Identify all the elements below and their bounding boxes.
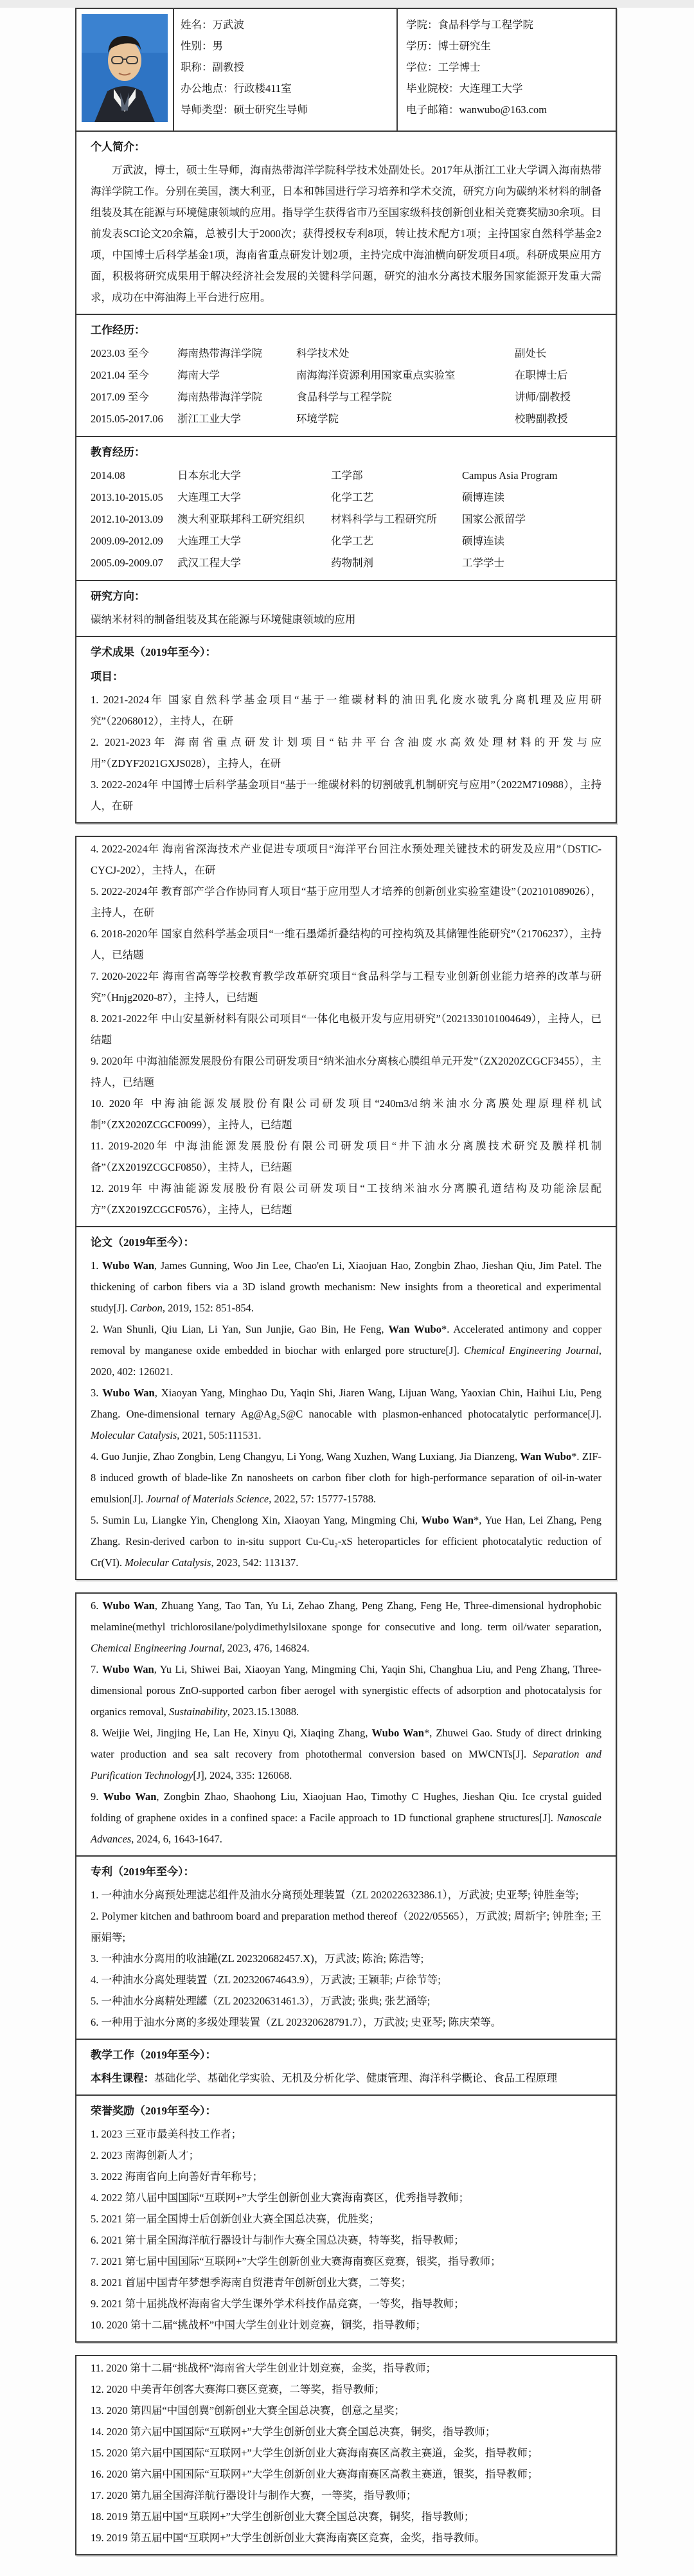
courses-label: 本科生课程： — [91, 2072, 154, 2084]
paper-item: 5. Sumin Lu, Liangke Yin, Chenglong Xin, Xiaoyan Yang, Mingming Chi, Wubo Wan*, Yue Han, Lei Zhang, Peng Zhang. Resin-derived carbon to in-situ support Cu-Cu₂-xS heteroparticles for efficient photocatalytic reduction of Cr(VI). Molecular Catalysis, 2023, 542: 113137. — [91, 1514, 601, 1569]
award-item: 10. 2020 第十二届“挑战杯”中国大学生创业计划竞赛，铜奖，指导教师； — [91, 2319, 427, 2331]
edu-org: 澳大利亚联邦科工研究组织 — [177, 513, 305, 525]
work-period: 2023.03 至今 — [91, 347, 149, 359]
profile-fields-left — [174, 9, 398, 131]
section-papers — [76, 1226, 616, 1579]
edu-dept: 工学部 — [331, 469, 363, 482]
work-period: 2017.09 至今 — [91, 391, 149, 403]
work-dept: 南海海洋资源利用国家重点实验室 — [296, 369, 456, 381]
work-row — [91, 386, 601, 408]
document-page-1 — [75, 8, 617, 824]
field-gender-value: 男 — [212, 40, 223, 52]
section-patents — [76, 1855, 616, 2039]
edu-dept: 药物制剂 — [331, 557, 373, 569]
field-title-value: 副教授 — [212, 61, 244, 73]
edu-type: 硕博连读 — [462, 535, 504, 547]
projects-heading: 项目： — [91, 671, 123, 683]
award-item: 1. 2023 三亚市最美科技工作者； — [91, 2128, 242, 2140]
work-row — [91, 343, 601, 365]
document-page-2 — [75, 836, 617, 1580]
project-item: 8. 2021-2022年 中山安星新材料有限公司项目“一体化电极开发与应用研究”（2021330101004649），主持人，已结题 — [91, 1013, 601, 1046]
section-projects-continued — [76, 837, 616, 1226]
profile-photo — [82, 14, 168, 125]
paper-item: 2. Wan Shunli, Qiu Lian, Li Yan, Sun Junjie, Gao Bin, He Feng, Wan Wubo*. Accelerated antimony and copper removal by manganese oxide embedded in biochar with enlarged pore structure[J]. Chemical Engineering Journal, 2020, 402: 126021. — [91, 1323, 602, 1378]
courses-list: 基础化学、基础化学实验、无机及分析化学、健康管理、海洋科学概论、食品工程原理 — [154, 2072, 557, 2084]
paper-item: 3. Wubo Wan, Xiaoyan Yang, Minghao Du, Yaqin Shi, Jiaren Wang, Lijuan Wang, Yaoxian Chin, Haihui Liu, Peng Zhang. One-dimensional ternary Ag@Ag₂S@C nanocable with plasmon-enhanced photocatalytic performance[J]. Molecular Catalysis, 2021, 505:111531. — [91, 1387, 601, 1441]
field-gender-label: 性别： — [181, 40, 213, 52]
section-achievements — [76, 636, 616, 822]
edu-type: 国家公派留学 — [462, 513, 526, 525]
work-title: 讲师/副教授 — [515, 391, 571, 403]
field-gender — [181, 35, 396, 57]
award-item: 5. 2021 第一届全国博士后创新创业大赛全国总决赛，优胜奖； — [91, 2213, 380, 2225]
papers-heading: 论文（2019年至今）： — [91, 1236, 195, 1248]
project-item: 2. 2021-2023年 海南省重点研发计划项目“钻井平台含油废水高效处理材料的开发与应用”（ZDYF2021GXJS028），主持人，在研 — [91, 736, 601, 770]
field-college-label: 学院： — [406, 19, 438, 31]
project-item: 1. 2021-2024年 国家自然科学基金项目“基于一维碳材料的油田乳化废水破乳分离机理及应用研究”（22068012），主持人，在研 — [91, 694, 601, 727]
project-item: 10. 2020年 中海油能源发展股份有限公司研发项目“240m3/d纳米油水分离膜处理原理样机试制”（ZX2020ZCGCF0099），主持人，已结题 — [91, 1097, 601, 1131]
edu-org: 武汉工程大学 — [177, 557, 241, 569]
edu-org: 大连理工大学 — [177, 535, 241, 547]
profile-fields-right — [398, 9, 616, 131]
field-alma-mater-label: 毕业院校： — [406, 82, 459, 95]
teaching-heading: 教学工作（2019年至今）： — [91, 2049, 217, 2061]
field-degree — [406, 57, 616, 78]
award-item: 17. 2020 第九届全国海洋航行器设计与制作大赛，一等奖，指导教师； — [91, 2489, 417, 2501]
field-name-label: 姓名： — [181, 19, 213, 31]
field-title-label: 职称： — [181, 61, 213, 73]
section-papers-continued — [76, 1594, 616, 1855]
edu-period: 2012.10-2013.09 — [91, 513, 163, 525]
patent-item: 4. 一种油水分离处理装置（ZL 202320674643.9），万武波; 王颖菲; 卢徐节等; — [91, 1974, 441, 1986]
edu-period: 2013.10-2015.05 — [91, 491, 163, 503]
award-item: 3. 2022 海南省向上向善好青年称号； — [91, 2170, 263, 2183]
field-office-label: 办公地点： — [181, 82, 234, 95]
project-item: 4. 2022-2024年 海南省深海技术产业促进专项项目“海洋平台回注水预处理关键技术的研发及应用”（DSTIC-CYCJ-202），主持人，在研 — [91, 843, 601, 876]
edu-dept: 化学工艺 — [331, 535, 373, 547]
work-period: 2015.05-2017.06 — [91, 413, 163, 425]
work-title: 副处长 — [515, 347, 547, 359]
award-item: 2. 2023 南海创新人才； — [91, 2149, 200, 2161]
intro-heading: 个人简介： — [91, 141, 145, 153]
award-item: 11. 2020 第十二届“挑战杯”海南省大学生创业计划竞赛，金奖，指导教师； — [91, 2362, 436, 2374]
field-name-value: 万武波 — [212, 19, 244, 31]
paper-item: 4. Guo Junjie, Zhao Zongbin, Leng Changyu, Li Yong, Wang Xuzhen, Wang Luxiang, Jia Dianzeng, Wan Wubo*. ZIF-8 induced growth of blade-like Zn nanosheets on carbon fiber cloth for high-performance separation of oil-in-water emulsion[J]. Journal of Materials Science, 2022, 57: 15777-15788. — [91, 1450, 601, 1505]
field-office — [181, 78, 396, 99]
award-item: 7. 2021 第七届中国国际“互联网+”大学生创新创业大赛海南赛区竞赛，银奖，指导教师； — [91, 2255, 501, 2267]
field-degree-value: 工学博士 — [438, 61, 481, 73]
profile-photo-cell — [76, 9, 174, 131]
work-dept: 食品科学与工程学院 — [296, 391, 392, 403]
field-supervisor-type — [181, 99, 396, 120]
field-degree-label: 学位： — [406, 61, 438, 73]
award-item: 16. 2020 第六届中国国际“互联网+”大学生创新创业大赛海南赛区高教主赛道，银奖，指导教师； — [91, 2468, 538, 2480]
award-item: 19. 2019 第五届中国“互联网+”大学生创新创业大赛海南赛区竞赛，金奖，指导教师。 — [91, 2532, 485, 2544]
work-org: 海南大学 — [177, 369, 220, 381]
edu-period: 2009.09-2012.09 — [91, 535, 163, 547]
edu-period: 2014.08 — [91, 469, 125, 482]
patent-item: 2. Polymer kitchen and bathroom board and preparation method thereof（2022/05565），万武波; 周新宇; 钟胜奎; 王丽娟等; — [91, 1910, 601, 1943]
intro-paragraph: 万武波，博士，硕士生导师，海南热带海洋学院科学技术处副处长。2017年从浙江工业大学调入海南热带海洋学院工作。分别在美国，澳大利亚，日本和韩国进行学习培养和学术交流，研究方向为碳纳米材料的制备组装及其在能源与环境健康领域的应用。指导学生获得省市乃至国家级科技创新创业相关竞赛奖励30余项。目前发表SCI论文20余篇，总被引大于2000次；获得授权专利8项，转让技术配方1项；主持国家自然科学基金2项，中国博士后科学基金1项，海南省重点研发计划2项，主持完成中海油横向研发项目4项。科研成果应用方面，积极将研究成果用于解决经济社会发展的关键科学问题，研究的油水分离技术服务国家能源开发重大需求，成功在中海油海上平台进行应用。 — [91, 164, 601, 303]
education-row — [91, 552, 601, 574]
section-awards-continued — [76, 2356, 616, 2554]
paper-item: 7. Wubo Wan, Yu Li, Shiwei Bai, Xiaoyan Yang, Mingming Chi, Yaqin Shi, Changhua Liu, and Peng Zhang, Three-dimensional porous ZnO-supported carbon fiber aerogel with synergistic effects of adsorption and photocatalysis for organics removal, Sustainability, 2023.15.13088. — [91, 1663, 601, 1718]
paper-item: 1. Wubo Wan, James Gunning, Woo Jin Lee, Chao'en Li, Xiaojuan Hao, Zongbin Zhao, Jieshan Qiu, Jim Patel. The thickening of carbon fibers via a 3D island growth mechanism: New insights from a theoretical and experimental study[J]. Carbon, 2019, 152: 851-854. — [91, 1259, 602, 1314]
education-row — [91, 487, 601, 509]
field-supervisor-type-value: 硕士研究生导师 — [233, 104, 308, 116]
field-education-value: 博士研究生 — [438, 40, 491, 52]
award-item: 6. 2021 第十届全国海洋航行器设计与制作大赛全国总决赛，特等奖，指导教师； — [91, 2234, 465, 2246]
work-row — [91, 365, 601, 386]
patent-item: 1. 一种油水分离预处理滤芯组件及油水分离预处理装置（ZL 202022632386.1），万武波; 史亚琴; 钟胜奎等; — [91, 1889, 579, 1901]
education-row — [91, 465, 601, 487]
section-research-direction — [76, 580, 616, 636]
edu-dept: 材料科学与工程研究所 — [331, 513, 437, 525]
field-office-value: 行政楼411室 — [233, 82, 292, 95]
section-teaching — [76, 2039, 616, 2094]
award-item: 15. 2020 第六届中国国际“互联网+”大学生创新创业大赛海南赛区高教主赛道，金奖，指导教师； — [91, 2447, 538, 2459]
field-supervisor-type-label: 导师类型： — [181, 104, 234, 116]
patent-item: 3. 一种油水分离用的收油罐(ZL 202320682457.X)，万武波; 陈治; 陈浩等; — [91, 1952, 424, 1965]
award-item: 13. 2020 第四届“中国创翼”创新创业大赛全国总决赛，创意之星奖； — [91, 2404, 405, 2417]
edu-dept: 化学工艺 — [331, 491, 373, 503]
award-item: 4. 2022 第八届中国国际“互联网+”大学生创新创业大赛海南赛区，优秀指导教师； — [91, 2192, 470, 2204]
work-title: 校聘副教授 — [515, 413, 568, 425]
section-work-experience — [76, 314, 616, 436]
field-alma-mater-value: 大连理工大学 — [459, 82, 523, 95]
scan-margin-strip — [0, 0, 694, 8]
project-item: 6. 2018-2020年 国家自然科学基金项目“一维石墨烯折叠结构的可控构筑及其储锂性能研究”（21706237），主持人，已结题 — [91, 928, 601, 961]
project-item: 9. 2020年 中海油能源发展股份有限公司研发项目“纳米油水分离核心膜组单元开发”（ZX2020ZCGCF3455），主持人，已结题 — [91, 1055, 601, 1088]
work-period: 2021.04 至今 — [91, 369, 149, 381]
field-college — [406, 14, 616, 35]
edu-org: 大连理工大学 — [177, 491, 241, 503]
teaching-courses — [91, 2067, 601, 2089]
field-email-label: 电子邮箱： — [406, 104, 459, 116]
project-item: 5. 2022-2024年 教育部产学合作协同育人项目“基于应用型人才培养的创新创业实验室建设”（202101089026），主持人，在研 — [91, 885, 601, 919]
achievements-heading: 学术成果（2019年至今）： — [91, 646, 217, 658]
award-item: 9. 2021 第十届挑战杯海南省大学生课外学术科技作品竞赛，一等奖，指导教师； — [91, 2298, 465, 2310]
education-heading: 教育经历： — [91, 446, 145, 458]
profile-info-table — [76, 9, 616, 131]
work-org: 海南热带海洋学院 — [177, 391, 262, 403]
research-text: 碳纳米材料的制备组装及其在能源与环境健康领域的应用 — [91, 613, 356, 626]
awards-heading: 荣誉奖励（2019年至今）： — [91, 2105, 217, 2117]
field-name — [181, 14, 396, 35]
paper-item: 8. Weijie Wei, Jingjing He, Lan He, Xinyu Qi, Xiaqing Zhang, Wubo Wan*, Zhuwei Gao. Study of direct drinking water production and sea salt recovery from photothermal conversion based on MWCNTs[J]. Separation and Purification Technology[J], 2024, 335: 126068. — [91, 1727, 601, 1781]
field-education-label: 学历： — [406, 40, 438, 52]
patent-item: 5. 一种油水分离精处理罐（ZL 202320631461.3），万武波; 张典; 张艺涵等; — [91, 1995, 431, 2007]
edu-type: 工学学士 — [462, 557, 504, 569]
edu-type: 硕博连读 — [462, 491, 504, 503]
paper-item: 6. Wubo Wan, Zhuang Yang, Tao Tan, Yu Li, Zehao Zhang, Peng Zhang, Feng He, Three-dimensional hydrophobic melamine(methyl trichlorosilane/polydimethylsiloxane sponge for consecutive and long. term oil/water separation, Chemical Engineering Journal, 2023, 476, 146824. — [91, 1599, 602, 1654]
section-education — [76, 436, 616, 580]
project-item: 12. 2019年 中海油能源发展股份有限公司研发项目“工技纳米油水分离膜孔道结构及功能涂层配方”（ZX2019ZCGCF0576），主持人，已结题 — [91, 1182, 601, 1216]
award-item: 8. 2021 首届中国青年梦想季海南自贸港青年创新创业大赛，二等奖； — [91, 2276, 412, 2289]
field-title — [181, 57, 396, 78]
field-education — [406, 35, 616, 57]
work-row — [91, 408, 601, 430]
education-row — [91, 509, 601, 530]
field-email-value: wanwubo@163.com — [459, 104, 547, 116]
work-org: 浙江工业大学 — [177, 413, 241, 425]
work-dept: 科学技术处 — [296, 347, 350, 359]
work-org: 海南热带海洋学院 — [177, 347, 262, 359]
award-item: 14. 2020 第六届中国国际“互联网+”大学生创新创业大赛全国总决赛，铜奖，指导教师； — [91, 2426, 496, 2438]
field-alma-mater — [406, 78, 616, 99]
edu-org: 日本东北大学 — [177, 469, 241, 482]
work-dept: 环境学院 — [296, 413, 339, 425]
education-row — [91, 530, 601, 552]
section-intro — [76, 131, 616, 314]
award-item: 18. 2019 第五届中国“互联网+”大学生创新创业大赛全国总决赛，铜奖，指导教师； — [91, 2510, 475, 2523]
document-page-4 — [75, 2355, 617, 2555]
project-item: 7. 2020-2022年 海南省高等学校教育教学改革研究项目“食品科学与工程专业创新创业能力培养的改革与研究”（Hnjg2020-87），主持人，已结题 — [91, 970, 601, 1004]
section-awards — [76, 2094, 616, 2341]
paper-item: 9. Wubo Wan, Zongbin Zhao, Shaohong Liu, Xiaojuan Hao, Timothy C Hughes, Jieshan Qiu. Ice crystal guided folding of graphene oxides in a confined space: a Facile approach to 1D functional graphene structures[J]. Nanoscale Advances, 2024, 6, 1643-1647. — [91, 1790, 601, 1845]
patent-item: 6. 一种用于油水分离的多级处理装置（ZL 202320628791.7），万武波; 史亚琴; 陈庆荣等。 — [91, 2016, 502, 2028]
work-title: 在职博士后 — [515, 369, 568, 381]
document-page-3 — [75, 1592, 617, 2343]
edu-type: Campus Asia Program — [462, 469, 558, 482]
patents-heading: 专利（2019年至今）： — [91, 1866, 195, 1878]
project-item: 3. 2022-2024年 中国博士后科学基金项目“基于一维碳材料的切割破乳机制研究与应用”（2022M710988），主持人，在研 — [91, 779, 601, 812]
work-heading: 工作经历： — [91, 324, 145, 336]
research-heading: 研究方向： — [91, 590, 145, 602]
field-college-value: 食品科学与工程学院 — [438, 19, 533, 31]
edu-period: 2005.09-2009.07 — [91, 557, 163, 569]
award-item: 12. 2020 中美青年创客大赛海口赛区竞赛，二等奖，指导教师； — [91, 2383, 385, 2395]
project-item: 11. 2019-2020年 中海油能源发展股份有限公司研发项目“井下油水分离膜技术研究及膜样机制备”（ZX2019ZCGCF0850），主持人，已结题 — [91, 1140, 601, 1173]
field-email — [406, 99, 616, 120]
